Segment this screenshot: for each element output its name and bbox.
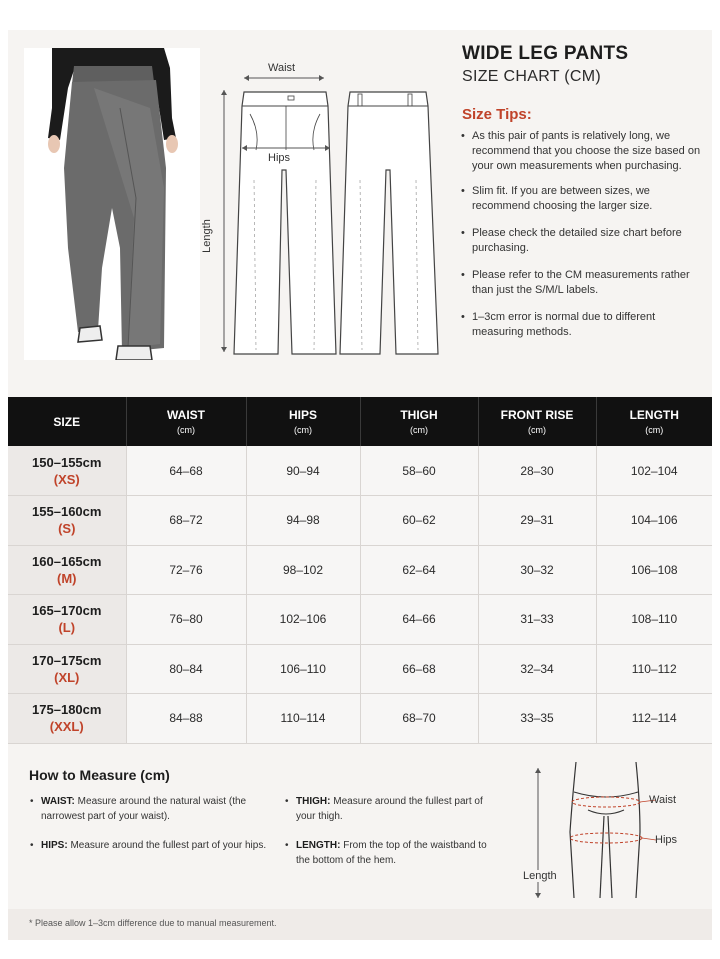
column-header-hips: HIPS (cm): [246, 397, 360, 446]
pants-flat-diagram: [200, 60, 440, 360]
hips-cell: 110–114: [246, 694, 360, 744]
front-rise-cell: 29–31: [478, 496, 596, 546]
measure-item-thigh: • THIGH: Measure around the fullest part of your thigh.: [284, 794, 484, 824]
thigh-cell: 64–66: [360, 595, 478, 645]
thigh-cell: 62–64: [360, 545, 478, 595]
size-tip: • As this pair of pants is relatively long, we recommend that you choose the size based on your own measurements when purchasing.: [460, 129, 706, 174]
size-table: [8, 397, 712, 744]
size-tip: • 1–3cm error is normal due to different measuring methods.: [460, 310, 706, 340]
page-subtitle: SIZE CHART (CM): [462, 68, 602, 85]
size-cell: 170–175cm (XL): [8, 644, 126, 694]
size-cell: 175–180cm (XXL): [8, 694, 126, 744]
size-tip: • Please check the detailed size chart before purchasing.: [460, 226, 706, 256]
length-cell: 112–114: [596, 694, 712, 744]
hips-cell: 90–94: [246, 446, 360, 496]
table-row: [8, 446, 712, 496]
front-rise-cell: 32–34: [478, 644, 596, 694]
size-cell: 165–170cm (L): [8, 595, 126, 645]
diagram-length-label: Length: [200, 219, 213, 253]
table-row: [8, 644, 712, 694]
size-cell: 155–160cm (S): [8, 496, 126, 546]
waist-cell: 72–76: [126, 545, 246, 595]
front-rise-cell: 33–35: [478, 694, 596, 744]
waist-cell: 68–72: [126, 496, 246, 546]
hips-cell: 102–106: [246, 595, 360, 645]
body-measure-diagram: [508, 752, 708, 902]
column-header-waist: WAIST (cm): [126, 397, 246, 446]
body-hips-label: Hips: [655, 834, 678, 846]
body-waist-label: Waist: [649, 794, 677, 806]
thigh-cell: 58–60: [360, 446, 478, 496]
front-rise-cell: 31–33: [478, 595, 596, 645]
measure-item-length: • LENGTH: From the top of the waistband to the bottom of the hem.: [284, 838, 494, 868]
product-photo: [24, 48, 200, 360]
size-tip: • Please refer to the CM measurements rather than just the S/M/L labels.: [460, 268, 706, 298]
footnote: * Please allow 1–3cm difference due to manual measurement.: [8, 909, 712, 940]
size-chart-page: [8, 30, 712, 940]
hips-cell: 98–102: [246, 545, 360, 595]
column-header-size: SIZE: [8, 397, 126, 446]
table-row: [8, 496, 712, 546]
body-length-label: Length: [523, 870, 557, 882]
diagram-hips-label: Hips: [268, 152, 291, 164]
table-row: [8, 595, 712, 645]
table-row: [8, 694, 712, 744]
waist-cell: 64–68: [126, 446, 246, 496]
column-header-front-rise: FRONT RISE (cm): [478, 397, 596, 446]
table-row: [8, 545, 712, 595]
size-cell: 160–165cm (M): [8, 545, 126, 595]
front-rise-cell: 28–30: [478, 446, 596, 496]
front-rise-cell: 30–32: [478, 545, 596, 595]
measure-item-waist: • WAIST: Measure around the natural waist (the narrowest part of your waist).: [29, 794, 269, 824]
length-cell: 104–106: [596, 496, 712, 546]
length-cell: 110–112: [596, 644, 712, 694]
waist-cell: 84–88: [126, 694, 246, 744]
size-tips-list: [460, 129, 706, 352]
how-to-measure-title: How to Measure (cm): [29, 767, 170, 783]
length-cell: 102–104: [596, 446, 712, 496]
size-tips-title: Size Tips:: [462, 106, 532, 123]
thigh-cell: 60–62: [360, 496, 478, 546]
thigh-cell: 68–70: [360, 694, 478, 744]
measure-item-hips: • HIPS: Measure around the fullest part of your hips.: [29, 838, 269, 853]
page-title: WIDE LEG PANTS: [462, 43, 629, 64]
thigh-cell: 66–68: [360, 644, 478, 694]
size-cell: 150–155cm (XS): [8, 446, 126, 496]
diagram-waist-label: Waist: [268, 62, 296, 74]
length-cell: 108–110: [596, 595, 712, 645]
column-header-thigh: THIGH (cm): [360, 397, 478, 446]
hips-cell: 106–110: [246, 644, 360, 694]
hips-cell: 94–98: [246, 496, 360, 546]
size-tip: • Slim fit. If you are between sizes, we recommend choosing the larger size.: [460, 184, 706, 214]
waist-cell: 76–80: [126, 595, 246, 645]
table-header-row: [8, 397, 712, 446]
waist-cell: 80–84: [126, 644, 246, 694]
column-header-length: LENGTH (cm): [596, 397, 712, 446]
length-cell: 106–108: [596, 545, 712, 595]
